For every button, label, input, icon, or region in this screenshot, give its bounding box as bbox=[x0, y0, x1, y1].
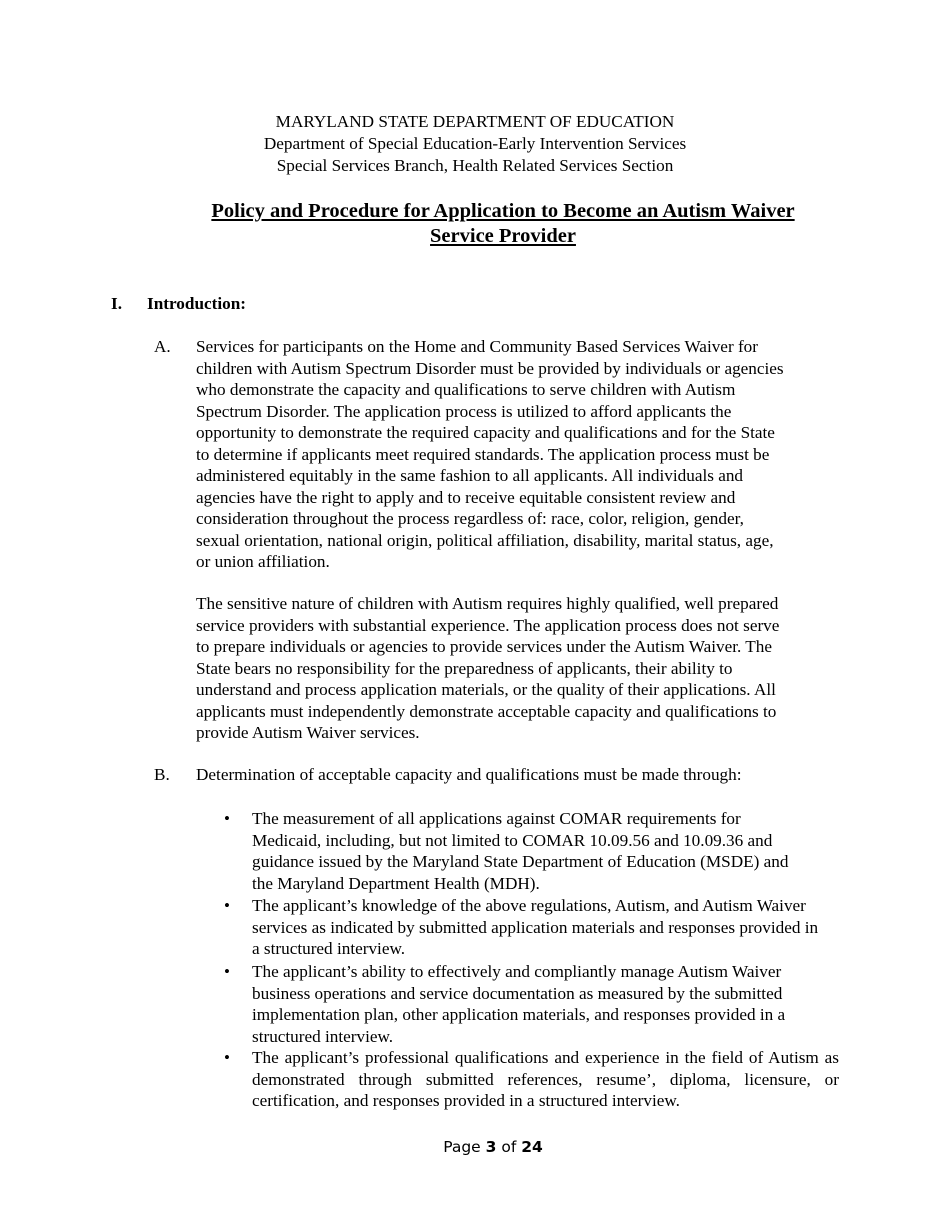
header-line-3: Special Services Branch, Health Related Services Section bbox=[276, 156, 674, 175]
bullet-item-2: The applicant’s knowledge of the above regulations, Autism, and Autism Waiver services as indicated by submitted application materials and responses provided in a structured interview. bbox=[252, 896, 819, 958]
bullet-item-4: The applicant’s professional qualifications and experience in the field of Autism as demonstrated through submitted references, resume’, diploma, licensure, or certification, and responses provided in a structured interview. bbox=[252, 1048, 839, 1110]
item-a-paragraph-1: Services for participants on the Home and Community Based Services Waiver for children with Autism Spectrum Disorder must be provided by individuals or agencies who demonstrate the capacity and qualifications to serve children with Autism Spectrum Disorder. The application process is utilized to afford applicants the opportunity to demonstrate the required capacity and qualifications and for the State to determine if applicants meet required standards. The application process must be administered equitably in the same fashion to all applicants. All individuals and agencies have the right to apply and to receive equitable consistent review and consideration throughout the process regardless of: race, color, religion, gender, sexual orientation, national origin, political affiliation, disability, marital status, age, or union affiliation. bbox=[196, 337, 784, 571]
section-heading: Introduction: bbox=[147, 294, 247, 313]
item-a-paragraph-2: The sensitive nature of children with Autism requires highly qualified, well prepared service providers with substantial experience. The application process does not serve to prepare individuals or agencies to provide services under the Autism Waiver. The State bears no responsibility for the preparedness of applicants, their ability to understand and process application materials, or the quality of their applications. All applicants must independently demonstrate acceptable capacity and qualifications to provide Autism Waiver services. bbox=[196, 594, 780, 742]
item-b-intro: Determination of acceptable capacity and qualifications must be made through: bbox=[196, 765, 742, 784]
bullet-marker: • bbox=[224, 809, 230, 828]
header-line-1: MARYLAND STATE DEPARTMENT OF EDUCATION bbox=[275, 112, 675, 131]
section-number: I. bbox=[111, 294, 122, 313]
bullet-marker: • bbox=[224, 962, 230, 981]
current-page-number: 3 bbox=[485, 1138, 497, 1156]
bullet-item-3: The applicant’s ability to effectively and compliantly manage Autism Waiver business operations and service documentation as measured by the submitted implementation plan, other application materials, and responses provided in a structured interview. bbox=[252, 962, 786, 1046]
page-label: Page bbox=[443, 1138, 486, 1156]
header-line-2: Department of Special Education-Early Intervention Services bbox=[263, 134, 687, 153]
item-a-letter: A. bbox=[154, 337, 171, 356]
bullet-marker: • bbox=[224, 1048, 230, 1067]
document-title-line-1: Policy and Procedure for Application to Become an Autism Waiver bbox=[211, 200, 795, 222]
page-number-footer bbox=[0, 1137, 950, 1159]
document-title-line-2: Service Provider bbox=[430, 225, 576, 247]
bullet-item-1: The measurement of all applications against COMAR requirements for Medicaid, including, but not limited to COMAR 10.09.56 and 10.09.36 and guidance issued by the Maryland State Department of Education (MSDE) and the Maryland Department Health (MDH). bbox=[252, 809, 789, 893]
bullet-marker: • bbox=[224, 896, 230, 915]
page-of-label: of bbox=[496, 1138, 522, 1156]
total-page-count: 24 bbox=[521, 1138, 543, 1156]
item-b-letter: B. bbox=[154, 765, 170, 784]
